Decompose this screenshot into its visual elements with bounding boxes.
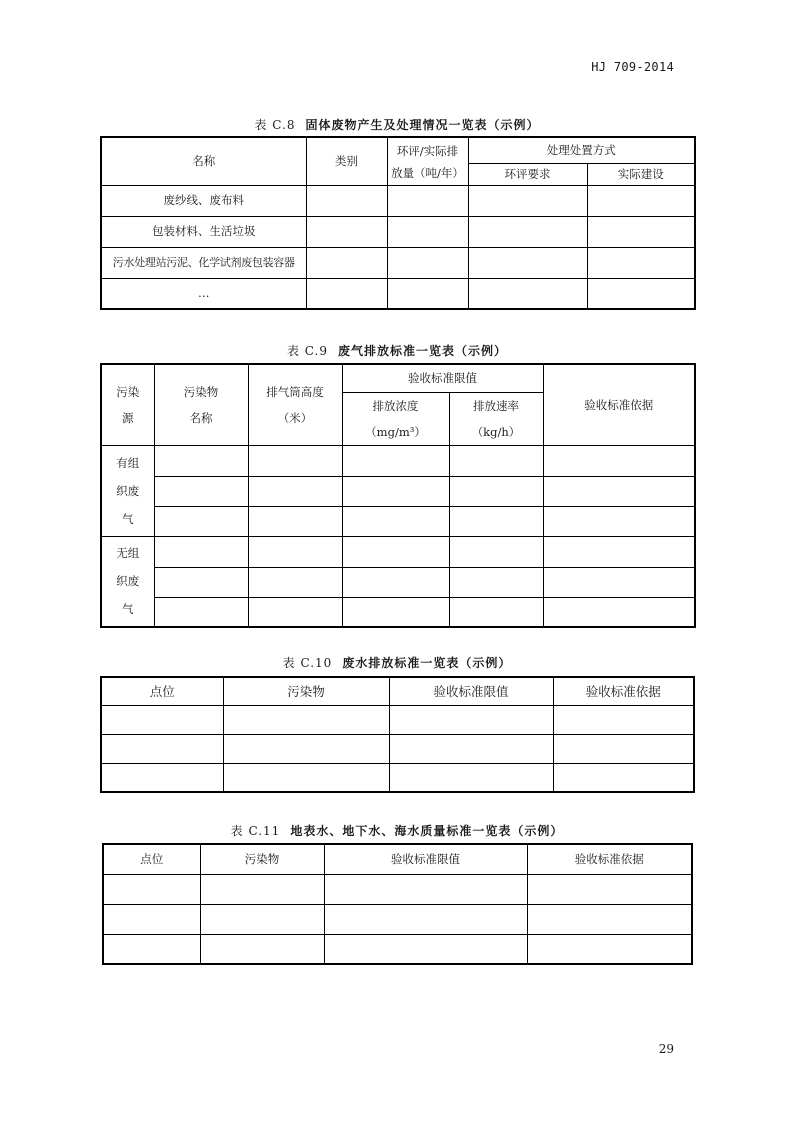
header-rate-line2: （kg/h） (471, 424, 521, 439)
category-line: 有组 (116, 455, 140, 470)
category-line: 织废 (116, 483, 140, 498)
table-row (101, 734, 694, 763)
table-c8-caption (0, 116, 794, 133)
table-row (103, 934, 692, 964)
header-basis: 验收标准依据 (527, 844, 692, 874)
header-source (101, 364, 154, 445)
header-basis: 验收标准依据 (543, 364, 695, 445)
header-pollutant: 污染物 (223, 677, 389, 705)
header-actual-construction: 实际建设 (587, 163, 695, 185)
header-source-line2: 源 (122, 410, 134, 425)
header-amount-line1: 环评/实际排 (387, 137, 468, 163)
header-limit: 验收标准限值 (342, 364, 543, 392)
table-row (101, 506, 695, 536)
header-conc-line1: 排放浓度 (372, 398, 419, 413)
table-c11 (102, 843, 693, 965)
row-name: 废纱线、废布料 (101, 185, 306, 216)
table-c10 (100, 676, 695, 793)
table-c11-caption (0, 822, 794, 839)
table-c11-number: 表 C.11 (230, 824, 281, 838)
table-row (101, 567, 695, 597)
category-line: 织废 (116, 574, 140, 589)
header-limit: 验收标准限值 (389, 677, 553, 705)
header-name: 名称 (101, 137, 306, 185)
table-c9-number: 表 C.9 (286, 344, 328, 358)
header-point: 点位 (101, 677, 223, 705)
header-concentration (342, 392, 449, 445)
table-c8-title: 固体废物产生及处理情况一览表（示例） (305, 118, 540, 132)
header-pollutant (154, 364, 248, 445)
page-number: 29 (658, 1042, 674, 1056)
header-pollutant: 污染物 (200, 844, 324, 874)
table-row (101, 763, 694, 792)
header-stack-line1: 排气筒高度 (266, 384, 324, 399)
table-row (101, 597, 695, 627)
row-name: … (101, 278, 306, 309)
category-organized-gas (101, 445, 154, 536)
table-row (101, 476, 695, 506)
header-rate (449, 392, 543, 445)
row-name: 包装材料、生活垃圾 (101, 216, 306, 247)
standard-code: HJ 709-2014 (591, 60, 674, 74)
table-row (103, 904, 692, 934)
header-rate-line1: 排放速率 (473, 398, 519, 413)
header-point: 点位 (103, 844, 200, 874)
row-name: 污水处理站污泥、化学试剂废包装容器 (101, 247, 306, 278)
header-source-line1: 污染 (116, 384, 140, 399)
table-c10-number: 表 C.10 (282, 656, 333, 670)
table-row (101, 445, 695, 476)
table-row (101, 278, 695, 309)
table-c11-title: 地表水、地下水、海水质量标准一览表（示例） (290, 824, 564, 838)
category-line: 气 (122, 602, 134, 617)
table-row (101, 185, 695, 216)
header-stack-height (248, 364, 342, 445)
table-c8-number: 表 C.8 (254, 118, 296, 132)
table-row (101, 247, 695, 278)
table-c8 (100, 136, 696, 310)
header-amount-line2: 放量（吨/年） (387, 163, 468, 185)
table-c10-caption (0, 654, 794, 671)
header-conc-line2: （mg/m³） (365, 424, 426, 439)
header-limit: 验收标准限值 (324, 844, 527, 874)
header-pollutant-line2: 名称 (189, 410, 213, 425)
header-stack-line2: （米） (277, 410, 313, 425)
header-eia-requirement: 环评要求 (468, 163, 587, 185)
table-row (101, 216, 695, 247)
header-category: 类别 (306, 137, 387, 185)
table-row (101, 705, 694, 734)
header-disposal: 处理处置方式 (468, 137, 695, 163)
table-c9-title: 废气排放标准一览表（示例） (338, 344, 508, 358)
category-unorganized-gas (101, 536, 154, 627)
table-c9 (100, 363, 696, 628)
category-line: 气 (122, 511, 134, 526)
category-line: 无组 (116, 546, 140, 561)
table-row (103, 874, 692, 904)
table-c10-title: 废水排放标准一览表（示例） (342, 656, 512, 670)
table-c9-caption (0, 342, 794, 359)
table-row (101, 536, 695, 567)
header-pollutant-line1: 污染物 (183, 384, 219, 399)
header-basis: 验收标准依据 (553, 677, 694, 705)
